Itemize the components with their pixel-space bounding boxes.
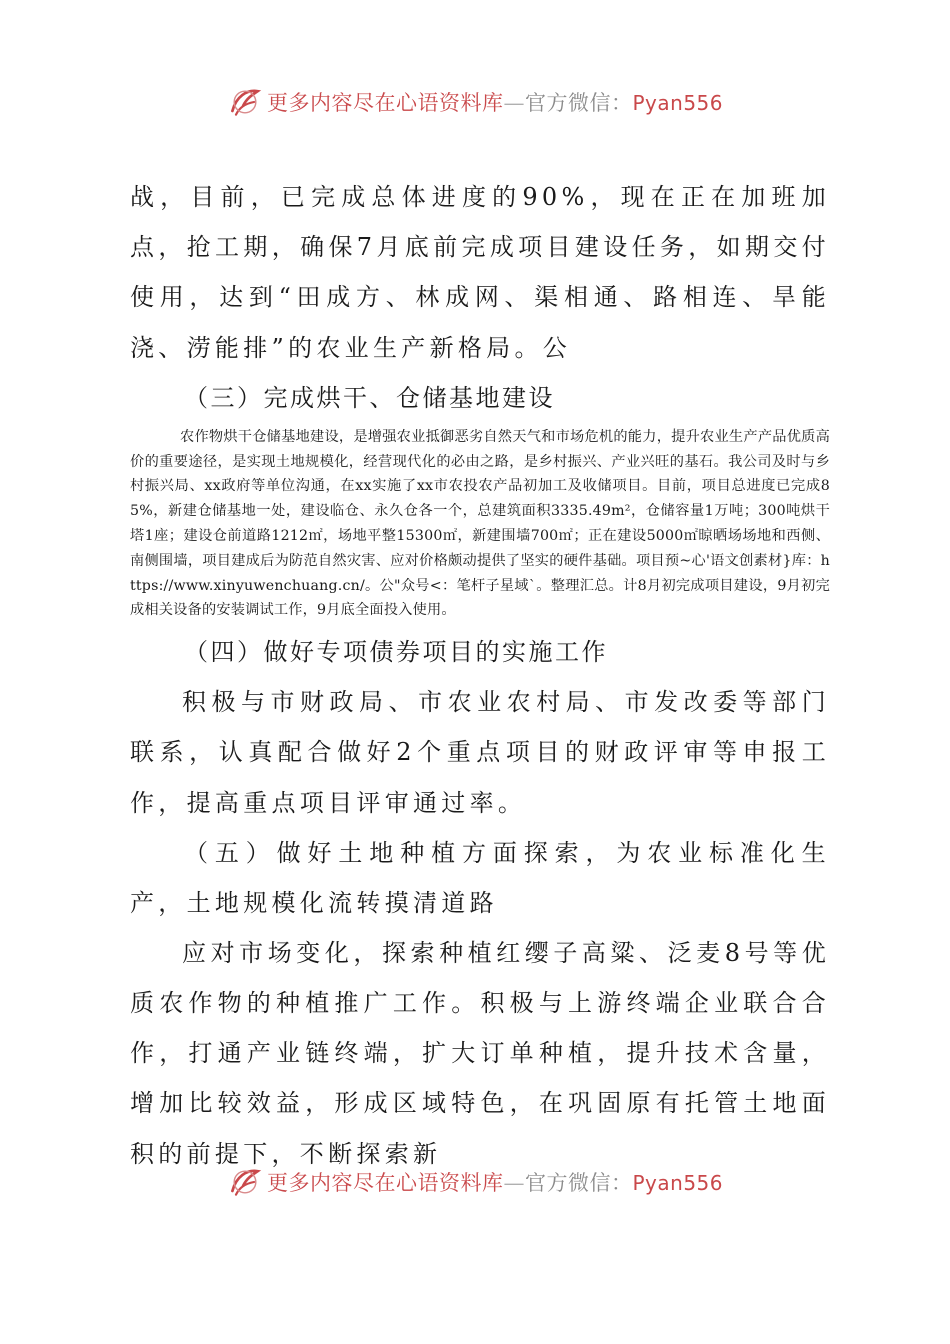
watermark-banner-bottom — [0, 1160, 950, 1204]
watermark-banner-top — [0, 80, 950, 124]
watermark-text: 更多内容尽在心语资料库—官方微信：Pyan556 — [266, 1171, 723, 1195]
section-heading-4: （四）做好专项债券项目的实施工作 — [184, 638, 608, 667]
paragraph-progress: 战，目前，已完成总体进度的90%，现在正在加班加点，抢工期，确保7月底前完成项目建设任务，如期交付使用，达到“田成方、林成网、渠相通、路相连、旱能浇、涝能排”的农业生产新格局。公 — [130, 183, 830, 362]
paragraph-planting: 应对市场变化，探索种植红缨子高粱、泛麦8号等优质农作物的种植推广工作。积极与上游终端企业联合合作，打通产业链终端，扩大订单种植，提升技术含量，增加比较效益，形成区域特色，在巩固原有托管土地面积的前提下，不断探索新 — [130, 938, 830, 1168]
watermark-content — [227, 1164, 723, 1200]
section-heading-3: （三）完成烘干、仓储基地建设 — [184, 383, 555, 412]
section-heading-5: （五）做好土地种植方面探索，为农业标准化生产，土地规模化流转摸清道路 — [130, 838, 830, 917]
feather-swirl-icon — [227, 1164, 263, 1200]
paragraph-storage-base: 农作物烘干仓储基地建设，是增强农业抵御恶劣自然天气和市场危机的能力，提升农业生产产品优质高价的重要途径，是实现土地规模化，经营现代化的必由之路，是乡村振兴、产业兴旺的基石。我公司及时与乡村振兴局、xx政府等单位沟通，在xx实施了xx市农投农产品初加工及收储项目。目前，项目总进度已完成85%，新建仓储基地一处，建设临仓、永久仓各一个，总建筑面积3335.49m²，仓储容量1万吨；300吨烘干塔1座；建设仓前道路1212㎡，场地平整15300㎡，新建围墙700㎡；正在建设5000㎡晾晒场场地和西侧、南侧围墙，项目建成后为防范自然灾害、应对价格颇动提供了坚实的硬件基础。项目预~心'语文创素材}库：https://www.xinyuwenchuang.cn/。公"众号<：笔杆子星域`。整理汇总。计8月初完成项目建设，9月初完成相关设备的安装调试工作，9月底全面投入使用。 — [130, 428, 830, 619]
watermark-content — [227, 84, 723, 120]
paragraph-bond-projects: 积极与市财政局、市农业农村局、市发改委等部门联系，认真配合做好2个重点项目的财政评审等申报工作，提高重点项目评审通过率。 — [130, 688, 830, 817]
feather-swirl-icon — [227, 84, 263, 120]
watermark-text: 更多内容尽在心语资料库—官方微信：Pyan556 — [266, 91, 723, 115]
document-body — [130, 172, 830, 1179]
